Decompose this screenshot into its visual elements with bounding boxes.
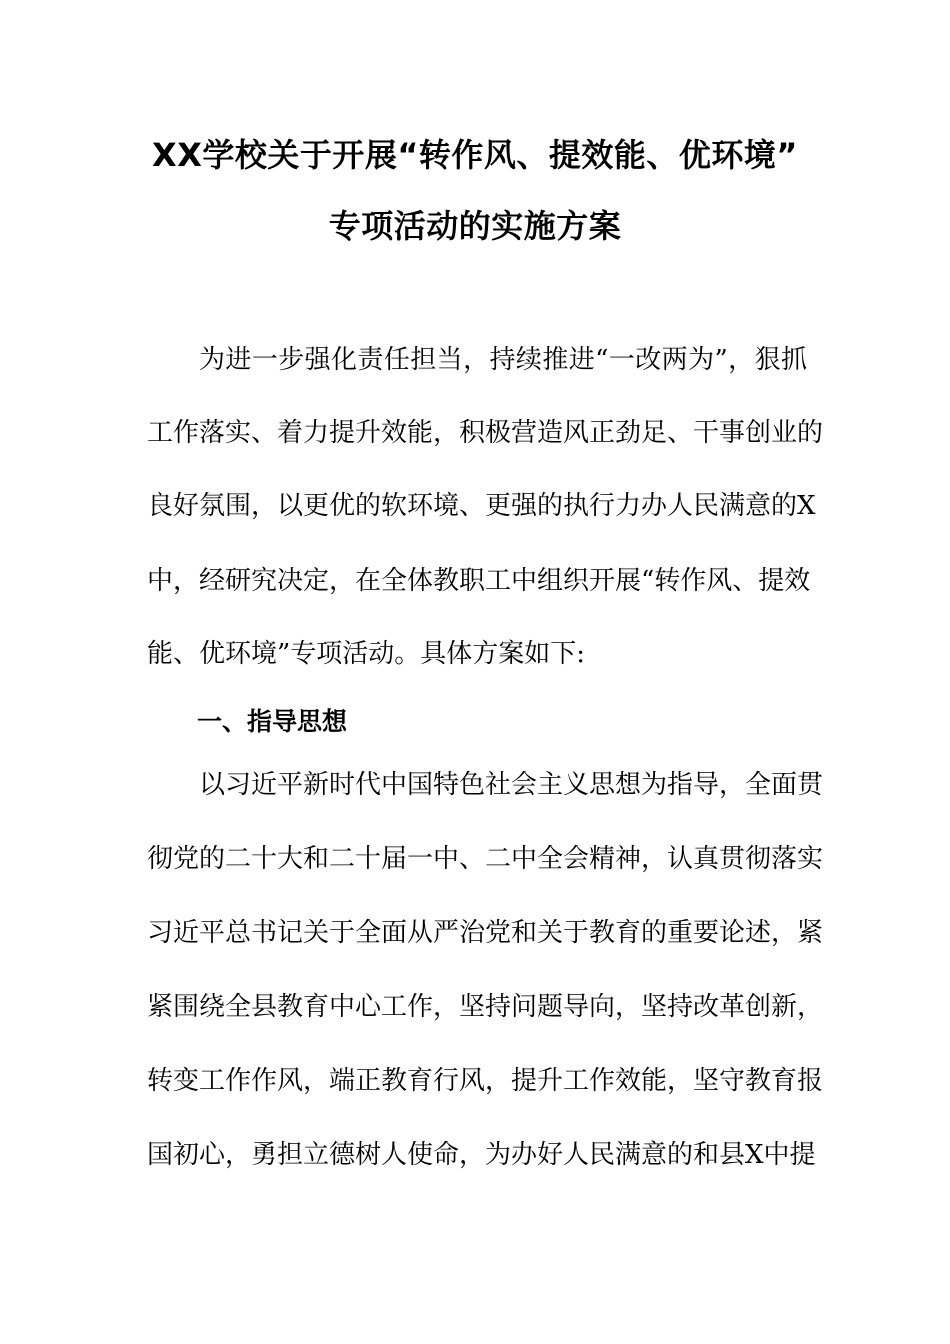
- section-paragraph-line: 彻党的二十大和二十届一中、二中全会精神，认真贯彻落实: [147, 844, 824, 874]
- section-heading-guiding-ideology: 一、指导思想: [197, 707, 348, 736]
- document-title-line-2: 专项活动的实施方案: [328, 207, 622, 245]
- section-paragraph-line: 转变工作作风，端正教育行风，提升工作效能，坚守教育报: [147, 1066, 824, 1096]
- intro-paragraph-line: 能、优环境”专项活动。具体方案如下:: [147, 639, 586, 669]
- intro-paragraph-line: 中，经研究决定，在全体教职工中组织开展“转作风、提效: [147, 566, 811, 596]
- document-title-line-1: XX学校关于开展“转作风、提效能、优环境”: [152, 136, 798, 174]
- section-paragraph-line: 紧围绕全县教育中心工作，坚持问题导向，坚持改革创新，: [147, 992, 824, 1022]
- intro-paragraph-line: 为进一步强化责任担当，持续推进“一改两为”，狠抓: [199, 345, 807, 375]
- section-paragraph-line: 习近平总书记关于全面从严治党和关于教育的重要论述，紧: [147, 918, 824, 948]
- section-paragraph-line: 国初心，勇担立德树人使命，为办好人民满意的和县X中提: [147, 1140, 816, 1170]
- section-paragraph-line: 以习近平新时代中国特色社会主义思想为指导，全面贯: [199, 770, 824, 800]
- intro-paragraph-line: 工作落实、着力提升效能，积极营造风正劲足、干事创业的: [147, 418, 824, 448]
- intro-paragraph-line: 良好氛围，以更优的软环境、更强的执行力办人民满意的X: [147, 491, 816, 521]
